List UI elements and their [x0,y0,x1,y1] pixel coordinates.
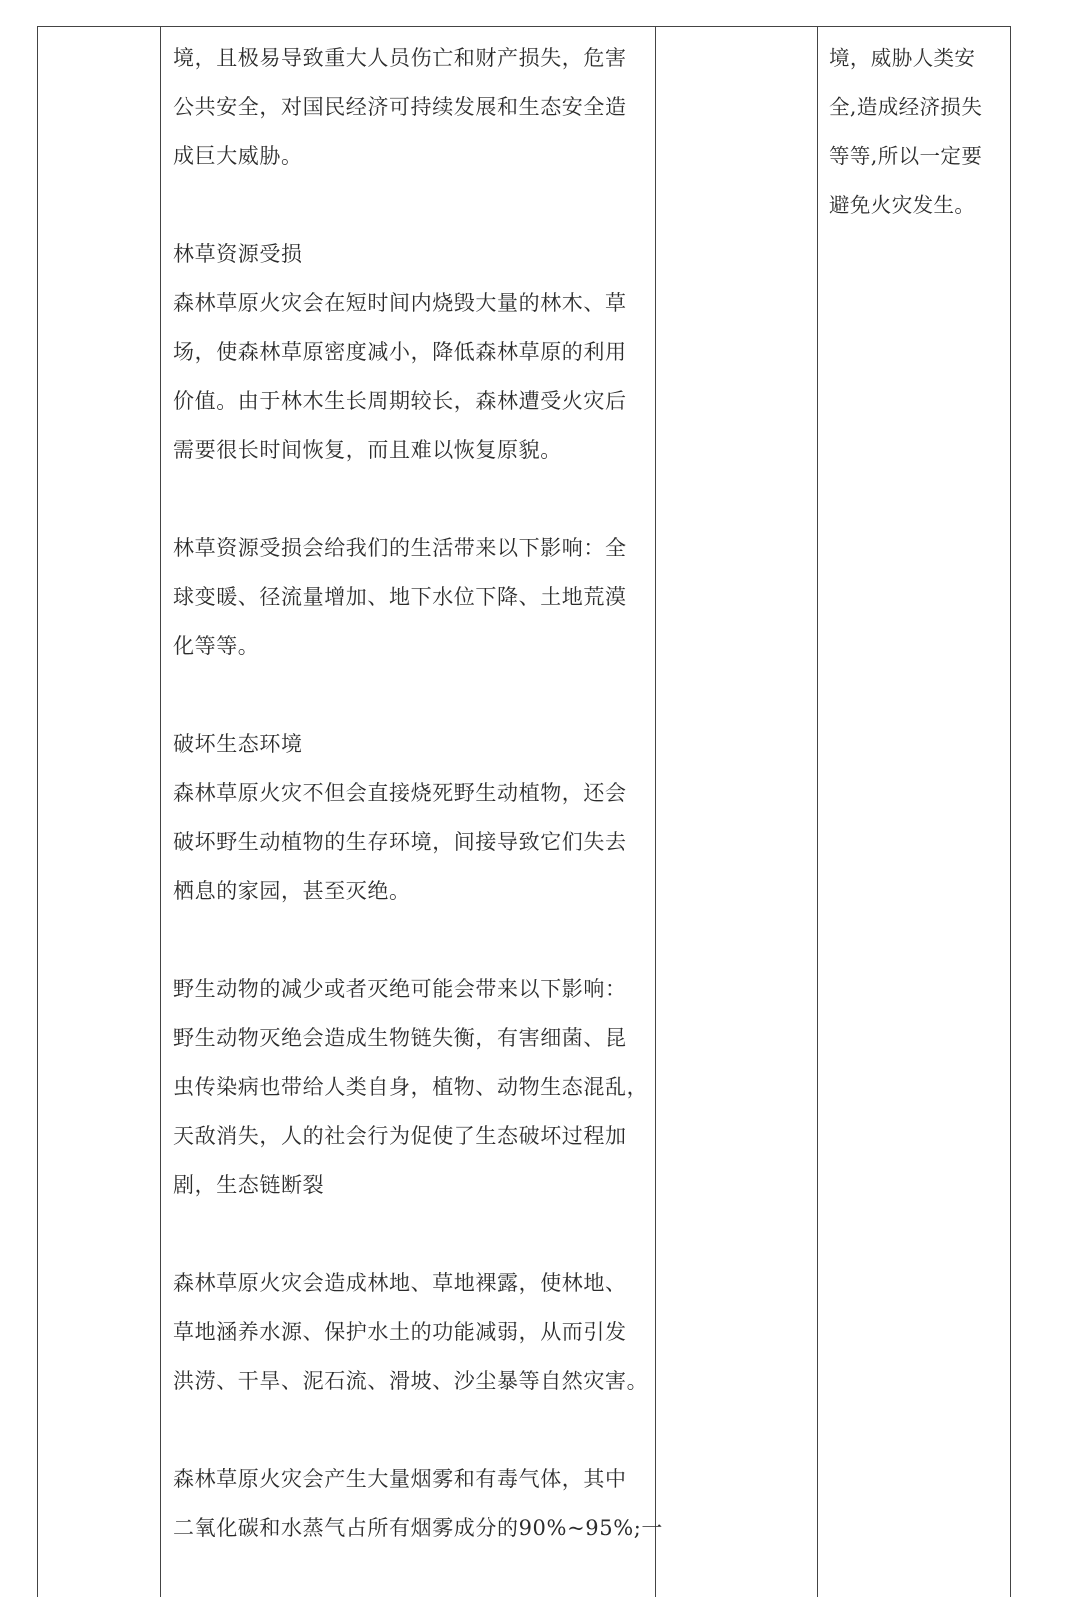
text-line: 避免火灾发生。 [829,193,976,217]
text-line: 成巨大威胁。 [173,144,303,168]
paragraph-spacer [173,475,653,524]
text-line: 草地涵养水源、保护水土的功能减弱，从而引发 [173,1320,627,1344]
text-line: 森林草原火灾会在短时间内烧毁大量的林木、草 [173,291,627,315]
text-line: 森林草原火灾不但会直接烧死野生动植物，还会 [173,781,627,805]
text-line: 场，使森林草原密度减小，降低森林草原的利用 [173,340,627,364]
paragraph-spacer [173,1406,653,1455]
paragraph-spacer [173,916,653,965]
section-heading: 破坏生态环境 [173,732,303,756]
text-line: 剧，生态链断裂 [173,1173,325,1197]
text-line: 野生动物的减少或者灭绝可能会带来以下影响： [173,977,627,1001]
document-table [37,26,1011,1597]
text-line: 野生动物灭绝会造成生物链失衡，有害细菌、昆 [173,1026,627,1050]
main-content-cell [173,34,664,1553]
text-line: 境，威胁人类安 [829,46,976,70]
paragraph-spacer [173,671,653,720]
text-line: 天敌消失，人的社会行为促使了生态破坏过程加 [173,1124,627,1148]
text-line: 价值。由于林木生长周期较长，森林遭受火灾后 [173,389,627,413]
section-heading: 林草资源受损 [173,242,303,266]
text-line: 二氧化碳和水蒸气占所有烟雾成分的90%~95%;一 [173,1516,664,1540]
text-line: 化等等。 [173,634,260,658]
remarks-cell [829,34,1007,230]
paragraph-spacer [173,1210,653,1259]
text-line: 森林草原火灾会造成林地、草地裸露，使林地、 [173,1271,627,1295]
text-line: 林草资源受损会给我们的生活带来以下影响：全 [173,536,627,560]
text-line: 球变暖、径流量增加、地下水位下降、土地荒漠 [173,585,627,609]
text-line: 洪涝、干旱、泥石流、滑坡、沙尘暴等自然灾害。 [173,1369,649,1393]
text-line: 虫传染病也带给人类自身，植物、动物生态混乱， [173,1075,649,1099]
text-line: 栖息的家园，甚至灭绝。 [173,879,411,903]
text-line: 需要很长时间恢复，而且难以恢复原貌。 [173,438,562,462]
text-line: 森林草原火灾会产生大量烟雾和有毒气体，其中 [173,1467,627,1491]
text-line: 公共安全，对国民经济可持续发展和生态安全造 [173,95,627,119]
text-line: 全,造成经济损失 [829,95,983,119]
text-line: 破坏野生动植物的生存环境，间接导致它们失去 [173,830,627,854]
column-divider [655,27,656,1597]
text-line: 等等,所以一定要 [829,144,983,168]
paragraph-spacer [173,181,653,230]
column-divider [817,27,818,1597]
text-line: 境，且极易导致重大人员伤亡和财产损失，危害 [173,46,627,70]
column-divider [160,27,161,1597]
